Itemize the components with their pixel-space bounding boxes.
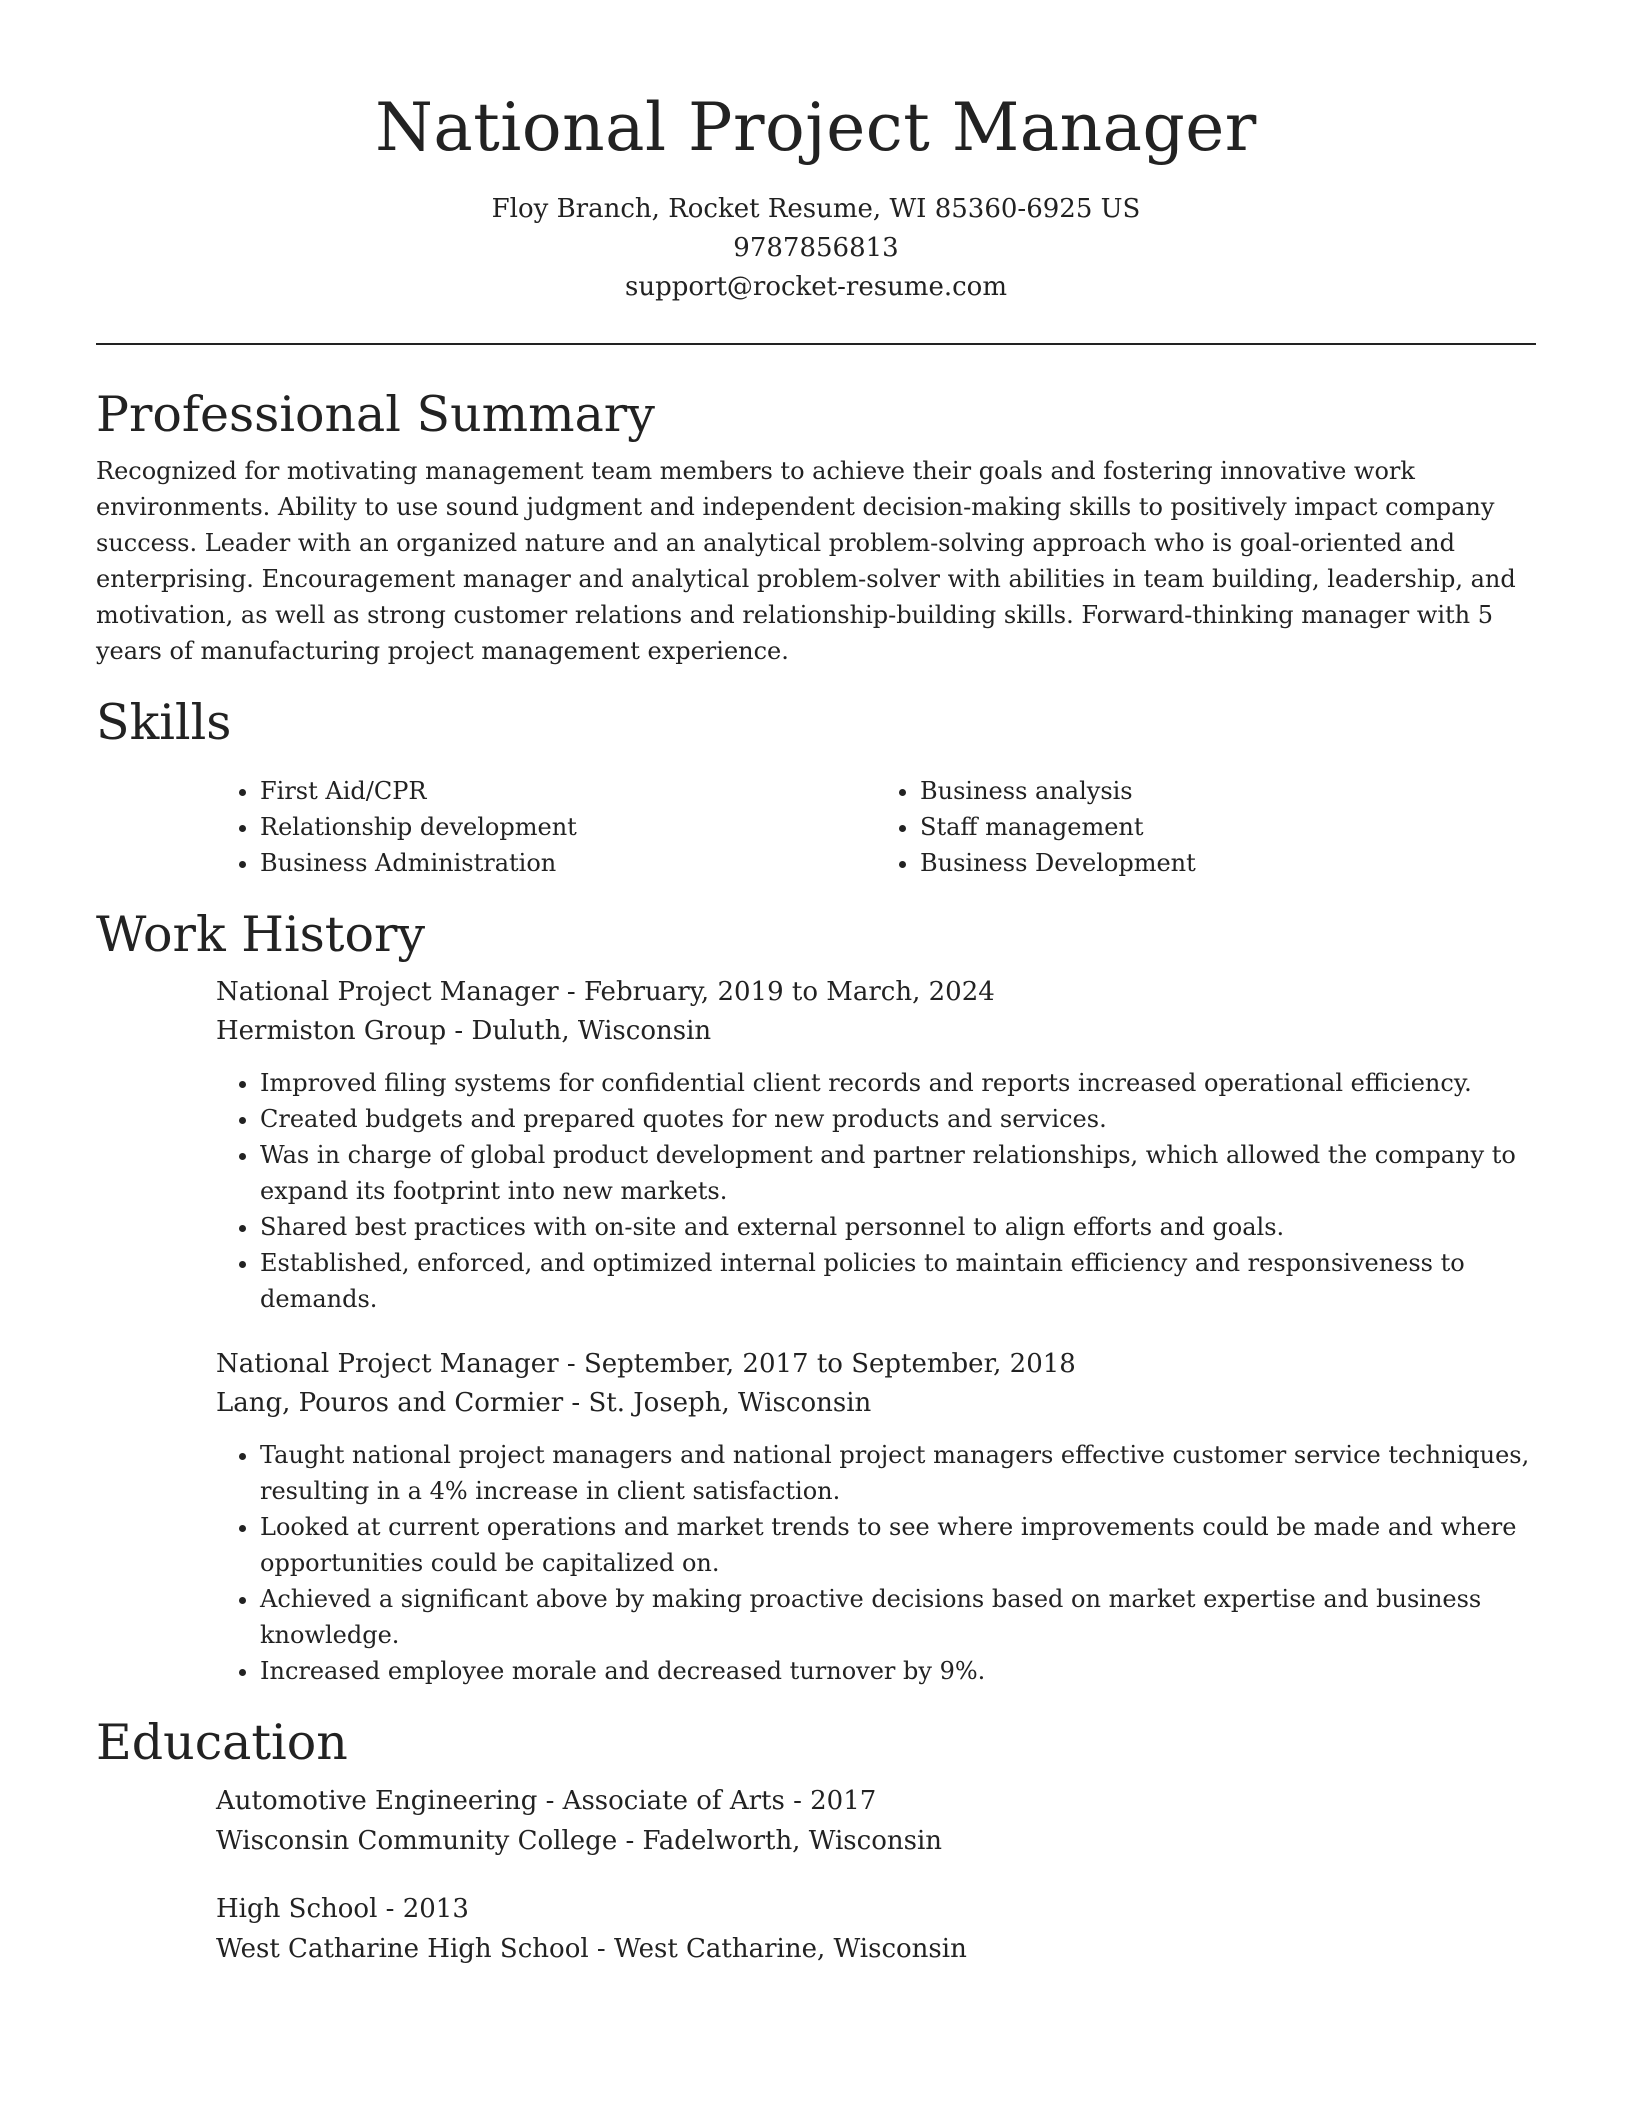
skills-grid bbox=[216, 773, 1536, 881]
job-bullet: • Was in charge of global product development and partner relationships, which allowed the company to expand its footprint into new markets. bbox=[260, 1137, 1536, 1209]
job-bullet: • Improved filing systems for confidential client records and reports increased operational efficiency. bbox=[260, 1065, 1536, 1101]
education-school: Wisconsin Community College bbox=[216, 1826, 618, 1856]
resume-name: National Project Manager bbox=[375, 89, 1257, 166]
job-location: - Duluth, Wisconsin bbox=[446, 1016, 712, 1046]
skill-item: • Business Development bbox=[920, 845, 1536, 881]
job-bullet: • Looked at current operations and market trends to see where improvements could be made and where opportunities could be capitalized on. bbox=[260, 1509, 1536, 1581]
contact-address: Floy Branch, Rocket Resume, WI 85360-6925 US bbox=[491, 194, 1141, 224]
job-company: Lang, Pouros and Cormier bbox=[216, 1388, 564, 1418]
education-school: West Catharine High School bbox=[216, 1934, 589, 1964]
job-bullet: • Shared best practices with on-site and external personnel to align efforts and goals. bbox=[260, 1209, 1536, 1245]
education-school-line bbox=[216, 1821, 1536, 1861]
work-history-heading: Work History bbox=[96, 906, 426, 963]
education-degree: High School bbox=[216, 1894, 378, 1924]
skill-item: • Relationship development bbox=[260, 809, 876, 845]
skills-heading: Skills bbox=[96, 694, 232, 751]
job-dates: - September, 2017 to September, 2018 bbox=[558, 1349, 1076, 1379]
skill-item: • First Aid/CPR bbox=[260, 773, 876, 809]
education-entry bbox=[216, 1889, 1536, 1969]
summary-text: Recognized for motivating management team members to achieve their goals and fostering innovative work environments. Ability to use sound judgment and independent decision-making skills to positively impact company success. Leader with an organized nature and an analytical problem-solving approach who is goal-oriented and enterprising. Encouragement manager and analytical problem-solver with abilities in team building, leadership, and motivation, as well as strong customer relations and relationship-building skills. Forward-thinking manager with 5 years of manufacturing project management experience. bbox=[96, 457, 1516, 665]
education-heading: Education bbox=[96, 1714, 348, 1771]
contact-block bbox=[96, 190, 1536, 307]
job-title-line bbox=[216, 973, 1536, 1012]
job-company-line bbox=[216, 1384, 1536, 1423]
job-role: National Project Manager bbox=[216, 977, 559, 1007]
skills-column-right bbox=[876, 773, 1536, 881]
job-role: National Project Manager bbox=[216, 1349, 559, 1379]
contact-email: support@rocket-resume.com bbox=[624, 272, 1007, 302]
skill-item: • Staff management bbox=[920, 809, 1536, 845]
education-year: - 2013 bbox=[377, 1894, 469, 1924]
education-degree: Automotive Engineering - Associate of Arts bbox=[216, 1786, 785, 1816]
summary-heading: Professional Summary bbox=[96, 386, 655, 443]
education-entry bbox=[216, 1781, 1536, 1861]
header-divider bbox=[96, 343, 1536, 345]
education-location: - Fadelworth, Wisconsin bbox=[617, 1826, 943, 1856]
education-location: - West Catharine, Wisconsin bbox=[588, 1934, 967, 1964]
education-year: - 2017 bbox=[784, 1786, 877, 1816]
job-bullet: • Taught national project managers and national project managers effective customer service techniques, resulting in a 4% increase in client satisfaction. bbox=[260, 1437, 1536, 1509]
job-location: - St. Joseph, Wisconsin bbox=[563, 1388, 872, 1418]
job-dates: - February, 2019 to March, 2024 bbox=[558, 977, 995, 1007]
job-company-line bbox=[216, 1012, 1536, 1051]
contact-phone: 9787856813 bbox=[733, 233, 899, 263]
job-bullet: • Increased employee morale and decreased turnover by 9%. bbox=[260, 1653, 1536, 1689]
job-title-line bbox=[216, 1345, 1536, 1384]
education-degree-line bbox=[216, 1781, 1536, 1821]
job-bullet: • Established, enforced, and optimized internal policies to maintain efficiency and responsiveness to demands. bbox=[260, 1245, 1536, 1317]
job-bullets bbox=[216, 1437, 1536, 1689]
skill-item: • Business Administration bbox=[260, 845, 876, 881]
job-entry bbox=[216, 1345, 1536, 1689]
skill-item: • Business analysis bbox=[920, 773, 1536, 809]
skills-column-left bbox=[216, 773, 876, 881]
education-degree-line bbox=[216, 1889, 1536, 1929]
job-entry bbox=[216, 973, 1536, 1317]
job-bullets bbox=[216, 1065, 1536, 1317]
job-bullet: • Achieved a significant above by making proactive decisions based on market expertise and business knowledge. bbox=[260, 1581, 1536, 1653]
job-bullet: • Created budgets and prepared quotes for new products and services. bbox=[260, 1101, 1536, 1137]
job-company: Hermiston Group bbox=[216, 1016, 447, 1046]
resume-page bbox=[96, 0, 1536, 1969]
education-school-line bbox=[216, 1929, 1536, 1969]
